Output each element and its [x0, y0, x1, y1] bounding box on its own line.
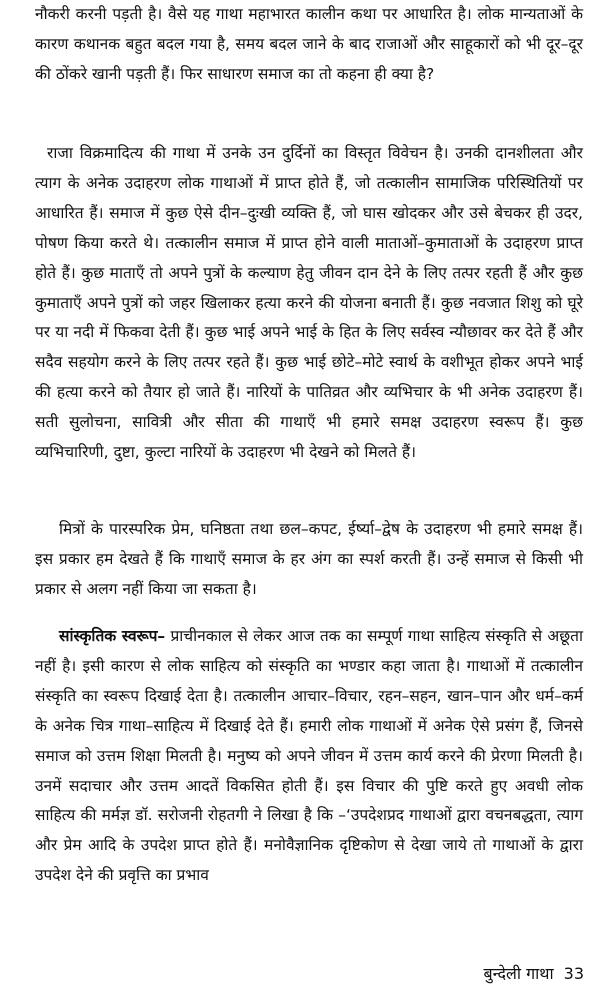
paragraph-1: नौकरी करनी पड़ती है। वैसे यह गाथा महाभारत कालीन कथा पर आधारित है। लोक मान्यताओं के कारण कथानक बहुत बदल गया है, समय बदल जाने के बाद राजाओं और साहूकारों को भी दूर–दूर की ठोंकरे खानी पड़ती हैं। फिर साधारण समाज का तो कहना ही क्या है? [35, 5, 583, 83]
paragraph-2: राजा विक्रमादित्य की गाथा में उनके उन दुर्दिनों का विस्तृत विवेचन है। उनकी दानशीलता और त्याग के अनेक उदाहरण लोक गाथाओं में प्राप्त होते हैं, जो तत्कालीन सामाजिक परिस्थितियों पर आधारित हैं। समाज में कुछ ऐसे दीन–दुःखी व्यक्ति हैं, जो घास खोदकर और उसे बेचकर ही उदर, पोषण किया करते थे। तत्कालीन समाज में प्राप्त होने वाली माताओं–कुमाताओं के उदाहरण प्राप्त होते हैं। कुछ माताएँ तो अपने पुत्रों के कल्याण हेतु जीवन दान देने के लिए तत्पर रहती हैं और कुछ कुमाताएँ अपने पुत्रों को जहर खिलाकर हत्या करने की योजना बनाती हैं। कुछ नवजात शिशु को घूरे पर या नदी में फिकवा देती हैं। कुछ भाई अपने भाई के हित के लिए सर्वस्व न्यौछावर कर देते हैं और सदैव सहयोग करने के लिए तत्पर रहते हैं। कुछ भाई छोटे–मोटे स्वार्थ के वशीभूत होकर अपने भाई की हत्या करने को तैयार हो जाते हैं। नारियों के पातिव्रत और व्यभिचार के भी अनेक उदाहरण हैं। सती सुलोचना, सावित्री और सीता की गाथाएँ भी हमारे समक्ष उदाहरण स्वरूप हैं। कुछ व्यभिचारिणी, दुष्टा, कुल्टा नारियों के उदाहरण भी देखने को मिलते हैं। [35, 144, 583, 462]
page-number: 33 [563, 964, 584, 983]
running-title: बुन्देली गाथा [483, 964, 554, 983]
section-heading: सांस्कृतिक स्वरूप– [59, 627, 166, 645]
page-footer [483, 962, 584, 986]
paragraph-4-body: प्राचीनकाल से लेकर आज तक का सम्पूर्ण गाथा साहित्य संस्कृति से अछूता नहीं है। इसी कारण से लोक साहित्य को संस्कृति का भण्डार कहा जाता है। गाथाओं में तत्कालीन संस्कृति का स्वरूप दिखाई देता है। तत्कालीन आचार–विचार, रहन–सहन, खान–पान और धर्म–कर्म के अनेक चित्र गाथा–साहित्य में दिखाई देते हैं। हमारी लोक गाथाओं में अनेक ऐसे प्रसंग हैं, जिनसे समाज को उत्तम शिक्षा मिलती है। मनुष्य को अपने जीवन में उत्तम कार्य करने की प्रेरणा मिलती है। उनमें सदाचार और उत्तम आदतें विकसित होती हैं। इस विचार की पुष्टि करते हुए अवधी लोक साहित्य की मर्मज्ञ डॉ. सरोजनी रोहतगी ने लिखा है कि –‘उपदेशप्रद गाथाओं द्वारा वचनबद्धता, त्याग और प्रेम आदि के उपदेश प्राप्त होते हैं। मनोवैज्ञानिक दृष्टिकोण से देखा जाये तो गाथाओं के द्वारा उपदेश देने की प्रवृत्ति का प्रभाव [35, 627, 583, 885]
paragraph-3: मित्रों के पारस्परिक प्रेम, घनिष्ठता तथा छल–कपट, ईर्ष्या–द्वेष के उदाहरण भी हमारे समक्ष हैं। इस प्रकार हम देखते हैं कि गाथाएँ समाज के हर अंग का स्पर्श करती हैं। उन्हें समाज से किसी भी प्रकार से अलग नहीं किया जा सकता है। [35, 520, 583, 598]
paragraph-4 [35, 622, 583, 891]
